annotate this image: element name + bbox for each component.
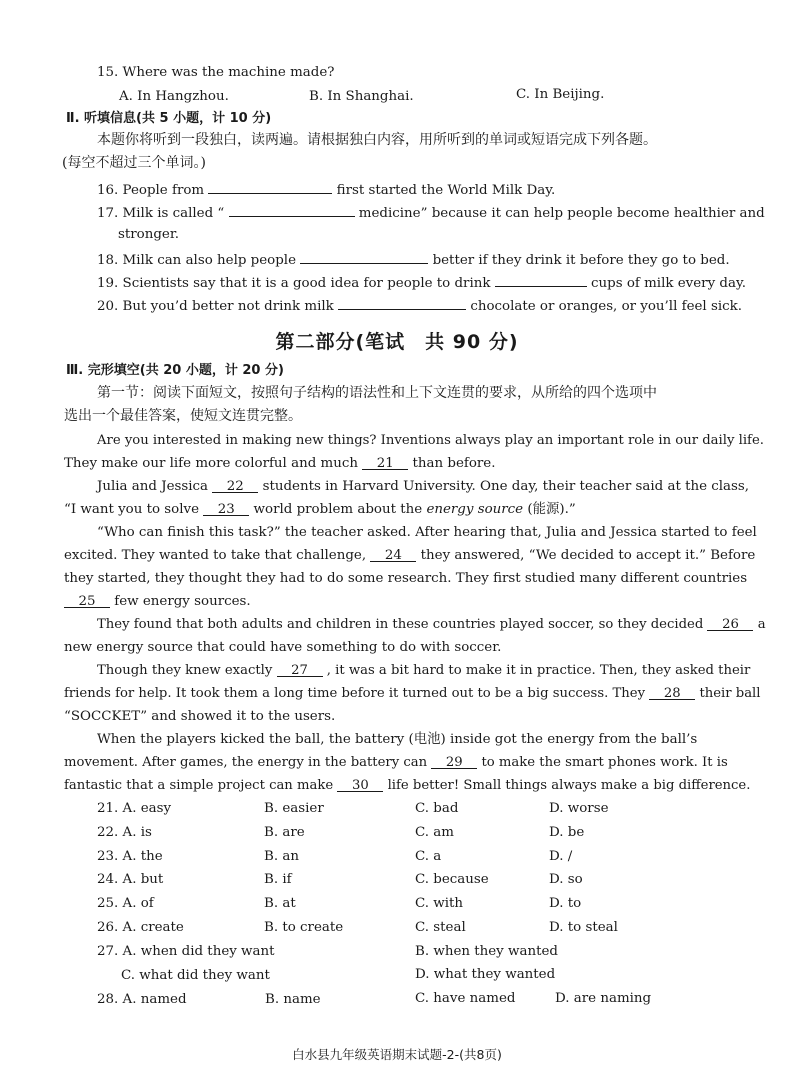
- text: “I want you to solve: [64, 502, 200, 517]
- passage-p6-line1: When the players kicked the ball, the battery (电池) inside got the energy from the ball’s: [97, 732, 698, 747]
- option-21-c[interactable]: C. bad: [415, 801, 459, 816]
- passage-p4-line2: new energy source that could have something to do with soccer.: [64, 640, 502, 655]
- blank-25[interactable]: 25: [64, 593, 110, 608]
- q15-option-a: A. In Hangzhou.: [119, 89, 229, 104]
- text: They found that both adults and children in these countries played soccer, so they decided: [97, 617, 704, 632]
- passage-p2-line2: [64, 501, 576, 518]
- passage-p6-line3: [64, 777, 750, 794]
- option-27-a[interactable]: 27. A. when did they want: [97, 944, 275, 959]
- text: students in Harvard University. One day, their teacher said at the class,: [262, 479, 750, 494]
- option-21-d[interactable]: D. worse: [549, 801, 609, 816]
- passage-p6-line2: [64, 754, 728, 771]
- passage-p2-line1: [97, 478, 749, 495]
- part2-heading: Ⅱ. 听填信息(共 5 小题，计 10 分): [66, 111, 272, 126]
- q18-text-pre: 18. Milk can also help people: [97, 253, 297, 268]
- blank-21[interactable]: 21: [362, 455, 408, 470]
- option-27-d[interactable]: D. what they wanted: [415, 967, 556, 982]
- q20-text-pre: 20. But you’d better not drink milk: [97, 299, 334, 314]
- passage-p1-line2: [64, 455, 495, 472]
- q18-answer-blank[interactable]: [300, 249, 428, 264]
- text: fantastic that a simple project can make: [64, 778, 334, 793]
- page-footer: 白水县九年级英语期末试题-2-(共8页): [292, 1047, 502, 1062]
- option-22-b[interactable]: B. are: [264, 824, 305, 840]
- blank-27[interactable]: 27: [277, 662, 323, 677]
- text: excited. They wanted to take that challenge,: [64, 548, 367, 563]
- option-24-b[interactable]: B. if: [264, 872, 292, 888]
- q17: [97, 202, 765, 222]
- q16-text-post: first started the World Milk Day.: [336, 183, 556, 198]
- option-25-d[interactable]: D. to: [549, 896, 582, 912]
- option-25-b[interactable]: B. at: [264, 896, 296, 912]
- blank-28[interactable]: 28: [649, 685, 695, 700]
- option-24-a[interactable]: 24. A. but: [97, 872, 164, 888]
- q20-text-post: chocolate or oranges, or you’ll feel sick.: [470, 299, 742, 314]
- passage-p3-line3: they started, they thought they had to do some research. They first studied many different countries: [64, 571, 748, 586]
- text: friends for help. It took them a long time before it turned out to be a big success. They: [64, 686, 646, 701]
- blank-29[interactable]: 29: [431, 754, 477, 769]
- q16-answer-blank[interactable]: [208, 179, 332, 194]
- text: few energy sources.: [114, 594, 251, 609]
- option-22-c[interactable]: C. am: [415, 824, 454, 840]
- text: life better! Small things always make a big difference.: [387, 778, 751, 793]
- q15-question: 15. Where was the machine made?: [97, 65, 335, 80]
- text: a: [757, 617, 766, 632]
- option-27-b[interactable]: B. when they wanted: [415, 944, 558, 959]
- option-24-d[interactable]: D. so: [549, 872, 583, 888]
- q19-text-post: cups of milk every day.: [591, 276, 746, 291]
- passage-p5-line2: [64, 685, 761, 702]
- blank-22[interactable]: 22: [212, 478, 258, 493]
- q17-text-post: medicine” because it can help people become healthier and: [358, 206, 765, 221]
- q15-option-b: B. In Shanghai.: [309, 89, 414, 104]
- q15-option-c: C. In Beijing.: [516, 87, 605, 102]
- option-23-c[interactable]: C. a: [415, 848, 442, 864]
- text: their ball: [699, 686, 761, 701]
- q18-text-post: better if they drink it before they go to bed.: [432, 253, 730, 268]
- q20-answer-blank[interactable]: [338, 295, 466, 310]
- part3-instructions-cont: 选出一个最佳答案，使短文连贯完整。: [64, 408, 302, 424]
- option-21-b[interactable]: B. easier: [264, 801, 324, 816]
- q19-text-pre: 19. Scientists say that it is a good idea for people to drink: [97, 276, 491, 291]
- text: than before.: [412, 456, 496, 471]
- part2-instructions-note: (每空不超过三个单词。): [62, 155, 206, 171]
- option-25-a[interactable]: 25. A. of: [97, 896, 154, 912]
- text: movement. After games, the energy in the battery can: [64, 755, 428, 770]
- option-28-c[interactable]: C. have named: [415, 991, 516, 1006]
- text: They make our life more colorful and much: [64, 456, 358, 471]
- text: they answered, “We decided to accept it.” Before: [420, 548, 756, 563]
- passage-p3-line2: [64, 547, 755, 564]
- passage-p3-line4: [64, 593, 251, 610]
- q17-text-pre: 17. Milk is called “: [97, 206, 225, 221]
- option-23-b[interactable]: B. an: [264, 848, 299, 864]
- option-25-c[interactable]: C. with: [415, 896, 464, 912]
- passage-p5-line3: “SOCCKET” and showed it to the users.: [64, 709, 336, 724]
- q17-continued: stronger.: [118, 227, 180, 242]
- option-28-a[interactable]: 28. A. named: [97, 992, 187, 1007]
- part3-heading: Ⅲ. 完形填空(共 20 小题，计 20 分): [66, 363, 284, 378]
- option-27-c[interactable]: C. what did they want: [121, 968, 270, 983]
- text: Julia and Jessica: [97, 479, 209, 494]
- option-22-a[interactable]: 22. A. is: [97, 824, 152, 840]
- blank-23[interactable]: 23: [203, 501, 249, 516]
- passage-p4-line1: [97, 616, 766, 633]
- q17-answer-blank[interactable]: [229, 202, 355, 217]
- passage-p5-line1: [97, 662, 750, 679]
- option-23-a[interactable]: 23. A. the: [97, 848, 163, 864]
- option-24-c[interactable]: C. because: [415, 872, 489, 888]
- option-28-b[interactable]: B. name: [265, 992, 321, 1007]
- option-26-a[interactable]: 26. A. create: [97, 920, 184, 935]
- text: to make the smart phones work. It is: [481, 755, 728, 770]
- italic-term: energy source: [426, 502, 524, 517]
- option-26-b[interactable]: B. to create: [264, 920, 344, 935]
- section-2-title: 第二部分(笔试 共 90 分): [275, 331, 519, 353]
- passage-p3-line1: “Who can finish this task?” the teacher asked. After hearing that, Julia and Jessica started to feel: [97, 525, 757, 540]
- blank-26[interactable]: 26: [707, 616, 753, 631]
- text: Though they knew exactly: [97, 663, 273, 678]
- part3-instructions: 第一节：阅读下面短文，按照句子结构的语法性和上下文连贯的要求，从所给的四个选项中: [97, 385, 657, 401]
- q16: [97, 179, 555, 199]
- option-22-d[interactable]: D. be: [549, 824, 585, 840]
- blank-24[interactable]: 24: [370, 547, 416, 562]
- text: world problem about the: [253, 502, 423, 517]
- q20: [97, 295, 742, 315]
- option-28-d[interactable]: D. are naming: [555, 991, 652, 1006]
- q19-answer-blank[interactable]: [495, 272, 587, 287]
- text: , it was a bit hard to make it in practice. Then, they asked their: [326, 663, 751, 678]
- text: (能源).”: [527, 502, 576, 517]
- q19: [97, 272, 746, 292]
- option-26-d[interactable]: D. to steal: [549, 920, 618, 935]
- q16-text-pre: 16. People from: [97, 183, 205, 198]
- option-21-a[interactable]: 21. A. easy: [97, 801, 172, 816]
- option-26-c[interactable]: C. steal: [415, 920, 466, 935]
- q18: [97, 249, 730, 269]
- blank-30[interactable]: 30: [337, 777, 383, 792]
- passage-p1-line1: Are you interested in making new things? Inventions always play an important role in our daily life.: [97, 433, 764, 448]
- part2-instructions: 本题你将听到一段独白，读两遍。请根据独白内容，用所听到的单词或短语完成下列各题。: [97, 132, 657, 148]
- option-23-d[interactable]: D. /: [549, 848, 573, 864]
